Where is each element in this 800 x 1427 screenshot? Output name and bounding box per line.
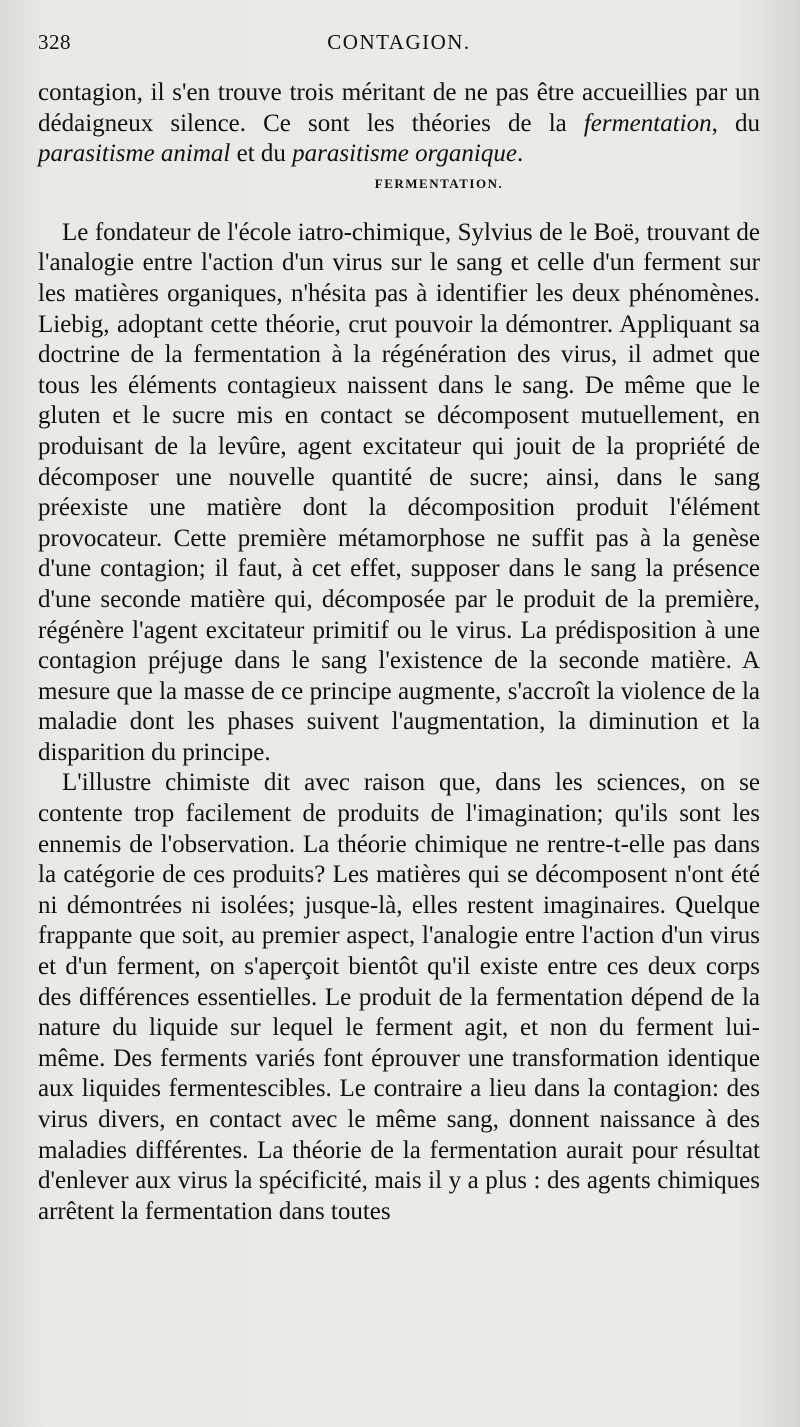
paragraph-critique: L'illustre chimiste dit avec raison que, dans les sciences, on se contente trop facilement de produits de l'imagination; qu'ils sont les ennemis de l'observation. La théorie chimique ne rentre-t-elle pas dans la catégorie de ces produits? Les matières qui se décomposent n'ont été ni démontrées ni isolées; jusque-là, elles restent imaginaires. Quelque frappante que soit, au premier aspect, l'analogie entre l'action d'un virus et d'un ferment, on s'aperçoit bientôt qu'il existe entre ces deux corps des différences essentielles. Le produit de la fermentation dépend de la nature du liquide sur lequel le ferment agit, et non du ferment lui-même. Des ferments variés font éprouver une transformation identique aux liquides fermentescibles. Le contraire a lieu dans la contagion: des virus divers, en contact avec le même sang, donnent naissance à des maladies différentes. La théorie de la fermentation aurait pour résultat d'enlever aux virus la spécificité, mais il y a plus : des agents chimiques arrêtent la fermentation dans toutes bbox=[38, 769, 760, 1225]
term-parasitisme-organique: parasitisme organique bbox=[292, 140, 517, 168]
term-parasitisme-animal: parasitisme animal bbox=[38, 140, 231, 168]
paragraph-liebig-theory: Le fondateur de l'école iatro-chimique, Sylvius de le Boë, trouvant de l'analogie entre l'action d'un virus sur le sang et celle d'un ferment sur les matières organiques, n'hésita pas à identifier les deux phénomènes. Liebig, adoptant cette théorie, crut pouvoir la démontrer. Appliquant sa doctrine de la fermentation à la régénération des virus, il admet que tous les éléments contagieux naissent dans le sang. De même que le gluten et le sucre mis en contact se décomposent mutuellement, en produisant de la levûre, agent excitateur qui jouit de la propriété de décomposer une nouvelle quantité de sucre; ainsi, dans le sang préexiste une matière dont la décomposition produit l'élément provocateur. Cette première métamorphose ne suffit pas à la genèse d'une contagion; il faut, à cet effet, supposer dans le sang la présence d'une seconde matière qui, décomposée par le produit de la première, régénère l'agent excitateur primitif ou le virus. La prédisposition à une contagion préjuge dans le sang l'existence de la seconde matière. A mesure que la masse de ce principe augmente, s'accroît la violence de la maladie dont les phases suivent l'augmentation, la diminution et la disparition du principe. bbox=[38, 218, 760, 766]
intro-paragraph bbox=[38, 78, 760, 170]
intro-text: contagion, il s'en trouve trois méritant de ne pas être accueillies par un dédaigneux silence. Ce sont les théories de la bbox=[38, 79, 760, 137]
page-body bbox=[38, 78, 760, 1227]
page-number: 328 bbox=[38, 30, 71, 54]
intro-text: . bbox=[516, 140, 524, 168]
section-heading: FERMENTATION. bbox=[374, 175, 504, 191]
term-fermentation: fermentation bbox=[583, 109, 712, 137]
running-title: CONTAGION. bbox=[327, 30, 471, 54]
intro-text: et du bbox=[230, 140, 293, 168]
intro-text: , du bbox=[711, 109, 760, 137]
page-header bbox=[38, 30, 760, 62]
